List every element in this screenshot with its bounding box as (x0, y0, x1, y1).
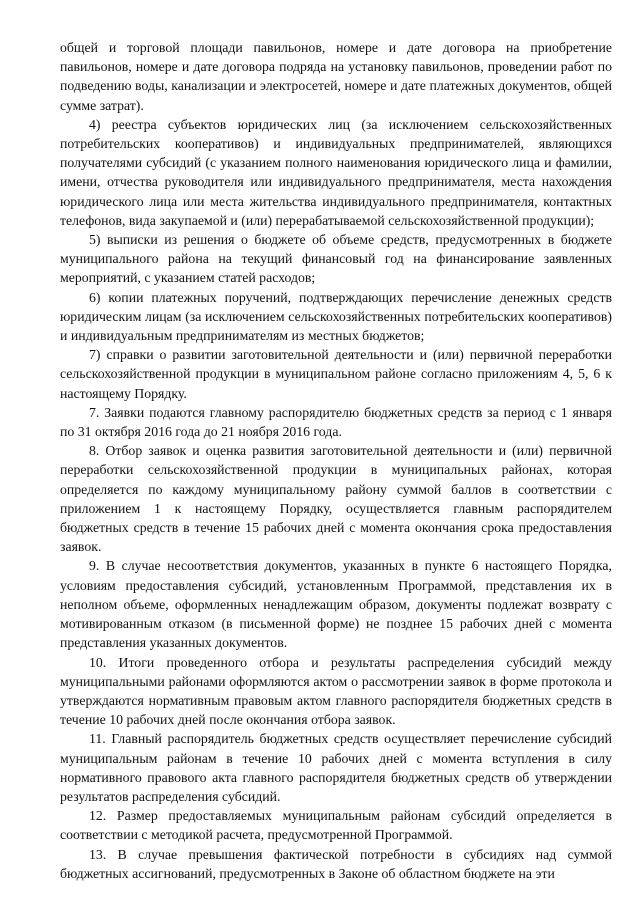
paragraph-section-12: 12. Размер предоставляемых муниципальным районам субсидий определяется в соответствии с методикой расчета, предусмотренной Программой. (60, 808, 612, 843)
paragraph-item-7-reference: 7) справки о развитии заготовительной деятельности и (или) первичной переработки сельскохозяйственной продукции в муниципальном районе согласно приложениям 4, 5, 6 к настоящему Порядку. (60, 347, 612, 401)
paragraph-section-8: 8. Отбор заявок и оценка развития заготовительной деятельности и (или) первичной переработки сельскохозяйственной продукции в муниципальных районах, которая определяется по каждому муниципальному району суммой баллов в соответствии с приложением 1 к настоящему Порядку, осуществляется главным распорядителем бюджетных средств в течение 15 рабочих дней с момента окончания срока предоставления заявок. (60, 443, 612, 555)
paragraph-continuation: общей и торговой площади павильонов, номере и дате договора на приобретение павильонов, номере и дате договора подряда на установку павильонов, проведении работ по подведению воды, канализации и электросетей, номере и дате платежных документов, общей сумме затрат). (60, 40, 612, 113)
paragraph-item-5: 5) выписки из решения о бюджете об объеме средств, предусмотренных в бюджете муниципального района на текущий финансовый год на финансирование заявленных мероприятий, с указанием статей расходов; (60, 232, 612, 286)
paragraph-item-4: 4) реестра субъектов юридических лиц (за исключением сельскохозяйственных потребительских кооперативов) и индивидуальных предпринимателей, являющихся получателями субсидий (с указанием полного наименования юридического лица и фамилии, имени, отчества руководителя или индивидуального предпринимателя, места нахождения юридического лица или места жительства индивидуального предпринимателя, контактных телефонов, вида закупаемой и (или) перерабатываемой сельскохозяйственной продукции); (60, 116, 612, 228)
paragraph-section-10: 10. Итоги проведенного отбора и результаты распределения субсидий между муниципальными районами оформляются актом о рассмотрении заявок в форме протокола и утверждаются нормативным правовым актом главного распорядителя бюджетных средств в течение 10 рабочих дней после окончания отбора заявок. (60, 654, 612, 728)
paragraph-section-13: 13. В случае превышения фактической потребности в субсидиях над суммой бюджетных ассигнований, предусмотренных в Законе об областном бюджете на эти (60, 846, 612, 881)
paragraph-item-6: 6) копии платежных поручений, подтверждающих перечисление денежных средств юридическим лицам (за исключением сельскохозяйственных потребительских кооперативов) и индивидуальным предпринимателям из местных бюджетов; (60, 289, 612, 344)
paragraph-section-7: 7. Заявки подаются главному распорядителю бюджетных средств за период с 1 января по 31 октября 2016 года до 21 ноября 2016 года. (60, 404, 612, 440)
paragraph-section-9: 9. В случае несоответствия документов, указанных в пункте 6 настоящего Порядка, условиям предоставления субсидий, установленным Программой, представления их в неполном объеме, оформленных ненадлежащим образом, документы подлежат возврату с мотивированным отказом (в письменной форме) не позднее 15 рабочих дней с момента представления указанных документов. (60, 558, 612, 651)
paragraph-section-11: 11. Главный распорядитель бюджетных средств осуществляет перечисление субсидий муниципальным районам в течение 10 рабочих дней с момента вступления в силу нормативного правового акта главного распорядителя бюджетных средств об утверждении результатов распределения субсидий. (60, 731, 612, 804)
document-page (60, 38, 612, 883)
